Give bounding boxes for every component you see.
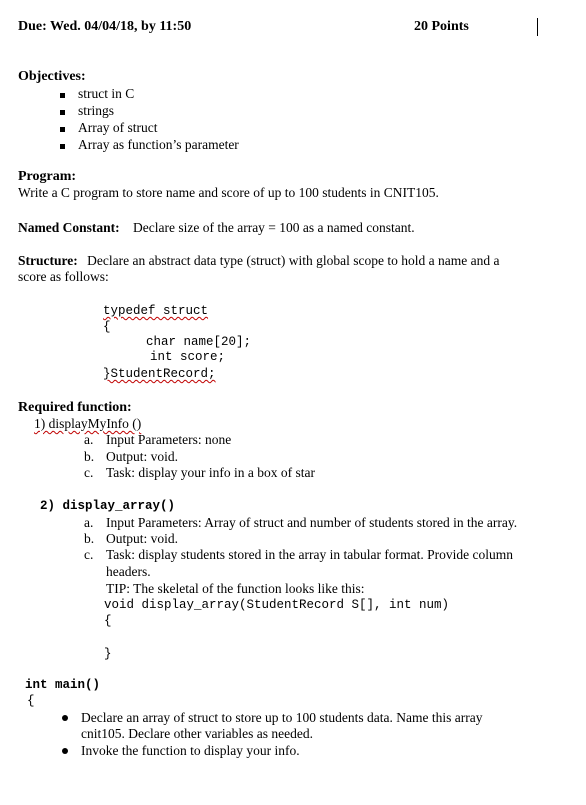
f1-item-b: b. Output: void. <box>84 449 179 464</box>
square-bullet-icon <box>60 127 65 132</box>
list-item: struct in C <box>78 86 135 101</box>
square-bullet-icon <box>60 93 65 98</box>
due-date: Due: Wed. 04/04/18, by 11:50 <box>18 19 192 34</box>
f1-item-a: a. Input Parameters: none <box>84 432 232 447</box>
code-typedef: typedef struct <box>103 304 209 318</box>
code-brace-close: }StudentRecord; <box>103 367 216 381</box>
f2-item-b: b. Output: void. <box>84 531 179 546</box>
named-constant: Named Constant: Declare size of the array = 100 as a named constant. <box>18 220 415 235</box>
structure-line-1: Structure: Declare an abstract data type (struct) with global scope to hold a name and a <box>18 253 500 268</box>
main-brace-open: { <box>27 694 35 708</box>
list-item: Array of struct <box>78 120 158 135</box>
structure-line-2: score as follows: <box>18 269 109 284</box>
code-field-name: char name[20]; <box>146 335 252 349</box>
main-bullet-1-line-2: cnit105. Declare other variables as needed. <box>81 726 314 741</box>
f2-item-c: c. Task: display students stored in the array in tabular format. Provide column <box>84 547 513 562</box>
main-signature: int main() <box>25 678 101 692</box>
points: 20 Points <box>414 19 469 34</box>
f1-item-c: c. Task: display your info in a box of star <box>84 465 316 480</box>
f2-item-c-cont: headers. <box>106 564 151 579</box>
function-2-name: 2) display_array() <box>40 499 176 513</box>
f2-item-a: a. Input Parameters: Array of struct and number of students stored in the array. <box>84 515 518 530</box>
list-item: strings <box>78 103 115 118</box>
code-field-score: int score; <box>150 350 226 364</box>
code-signature: void display_array(StudentRecord S[], int num) <box>104 598 450 612</box>
list-item: Array as function’s parameter <box>78 137 239 152</box>
code-brace-open: { <box>103 320 111 334</box>
program-text: Write a C program to store name and score of up to 100 students in CNIT105. <box>18 185 439 200</box>
round-bullet-icon <box>62 715 68 721</box>
square-bullet-icon <box>60 144 65 149</box>
square-bullet-icon <box>60 110 65 115</box>
round-bullet-icon <box>62 748 68 754</box>
required-title: Required function: <box>18 400 132 415</box>
program-title: Program: <box>18 169 77 184</box>
code-brace-close: } <box>104 647 112 661</box>
function-1-name: 1) displayMyInfo () <box>34 416 142 431</box>
main-bullet-1-line-1: Declare an array of struct to store up to 100 students data. Name this array <box>81 710 483 725</box>
text-cursor <box>537 18 538 36</box>
tip-text: TIP: The skeletal of the function looks like this: <box>106 581 365 596</box>
main-bullet-2: Invoke the function to display your info. <box>81 743 300 758</box>
objectives-title: Objectives: <box>18 69 86 84</box>
code-brace-open: { <box>104 614 112 628</box>
